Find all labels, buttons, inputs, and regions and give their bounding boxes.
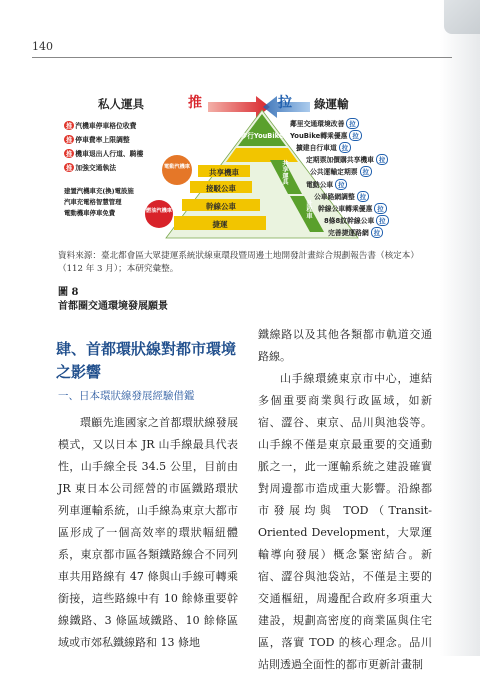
pull-item: 定期票加價購共享機車 拉 (306, 154, 388, 165)
fuel-circle-label: 燃油汽機車 (146, 208, 172, 214)
pull-item: YouBike轉乘優惠 拉 (290, 130, 362, 141)
push-item: 推 機車退出人行道、騎樓 (66, 150, 144, 158)
pyramid-label-walk: 步行YouBike (240, 132, 284, 140)
pyramid-side-shared: 共享運具 (281, 160, 288, 185)
ev-facility-item: 建置汽機車充(換)電設施 (64, 187, 134, 195)
left-column (58, 412, 238, 654)
body-paragraph: 環顧先進國家之首都環狀線發展模式，又以日本 JR 山手線最具代表性，山手線全長 34.5 公里，目前由 JR 東日本公司經營的市區鐵路環狀列車運輸系統，山手線為東京大都市區形成了一個高效率的環狀幅紐體系，東京都市區各類鐵路線合不同列車共用路線有 47 條與山手線可轉乘銜接，這些路線中有 10 餘條重要幹線鐵路、3 條區域鐵路、10 餘條區域或市郊私鐵線路和 13 條地 (58, 416, 238, 649)
push-label: 推 (188, 95, 202, 111)
figure-label: 圖 8 (58, 287, 79, 298)
section-heading: 肆、首都環狀線對都市環境之影響 (56, 340, 237, 381)
pyramid-label-trunk: 幹線公車 (206, 202, 236, 211)
pull-item: 完善捷運路網 拉 (328, 227, 383, 238)
ev-facility-item: 電動機車停車免費 (64, 209, 116, 217)
page-corner-tab (444, 0, 480, 34)
pyramid-side-taxi: 計程車 (305, 200, 312, 219)
page-edge-shade (440, 0, 480, 656)
push-item: 推 加強交通執法 (66, 164, 117, 172)
header-rule (32, 57, 452, 58)
pull-item: 8條8紋幹線公車 拉 (324, 215, 389, 226)
pyramid-label-feeder: 接駁公車 (206, 184, 236, 193)
body-paragraph: 山手線環繞東京市中心，連結多個重要商業與行政區域，如新宿、澀谷、東京、品川與池袋等。山手線不僅是東京最重要的交通動脈之一，此一運輸系統之建設確實對周邊都市造成重大影響。沿線都市發展均與 TOD（Transit-Oriented Development，大眾運輸導向發展）概念緊密結合。新宿、澀谷與池袋站，不僅是主要的交通樞紐，周邊配合政府多項重大建設，規劃高密度的商業區與住宅區，落實 TOD 的核心理念。品川站則透過全面性的都市更新計畫制 (258, 372, 432, 671)
push-item: 推 汽機車停車格位收費 (66, 122, 137, 130)
body-paragraph: 鐵線路以及其他各類都市軌道交通路線。 (258, 328, 432, 363)
green-transport-title: 綠運輸 (314, 97, 349, 111)
pull-label: 拉 (278, 95, 292, 111)
figure-title: 首都圈交通環境發展願景 (58, 301, 168, 312)
pull-item: 公車路網調整 拉 (314, 191, 369, 202)
subsection-heading: 一、日本環狀線發展經驗借鑑 (58, 390, 195, 402)
pull-item: 電動公車 拉 (306, 179, 347, 190)
push-item: 推 停車費率上限調整 (66, 136, 130, 144)
pyramid-label-mrt: 捷運 (212, 220, 228, 229)
pull-item: 擴建自行車道 拉 (296, 142, 351, 153)
right-column (258, 324, 432, 676)
figure-source-note: 資料來源：臺北都會區大眾捷運系統狀線東環段暨周邊土地開發計畫綜合規劃報告書（核定本）（112 年 3 月）；本研究彙整。 (58, 251, 415, 275)
pull-item: 公共運輸定期票 拉 (310, 166, 372, 177)
pull-item: 鄰里交通環境改善 拉 (290, 118, 359, 129)
ev-circle-label: 電動汽機車 (164, 164, 190, 170)
pyramid-label-scooter: 共享機車 (209, 168, 239, 177)
ev-facility-item: 汽車充電格智慧管理 (64, 198, 122, 206)
private-transport-title: 私人運具 (98, 97, 144, 111)
transport-figure (58, 90, 438, 240)
pull-item: 幹線公車轉乘優惠 拉 (318, 203, 387, 214)
page-number: 140 (32, 40, 53, 53)
